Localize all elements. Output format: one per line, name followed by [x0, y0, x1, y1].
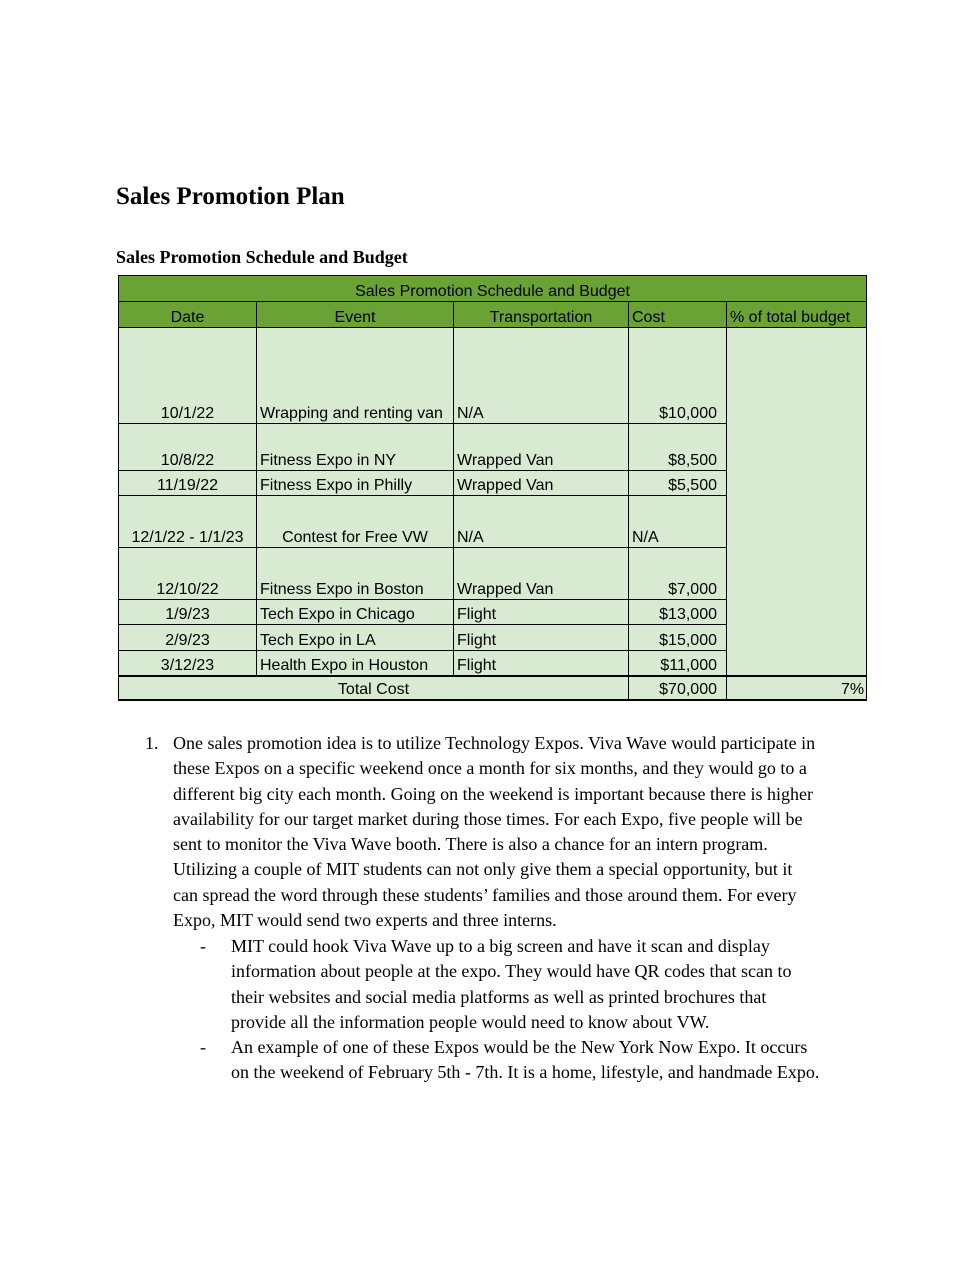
cell-event: Tech Expo in Chicago: [257, 600, 454, 625]
cell-date: 12/1/22 - 1/1/23: [119, 496, 257, 548]
cell-transportation: Wrapped Van: [454, 471, 629, 496]
cell-event: Contest for Free VW: [257, 496, 454, 548]
cell-date: 10/8/22: [119, 424, 257, 471]
text-line: their websites and social media platforms as well as printed brochures that: [231, 986, 767, 1007]
text-line: different big city each month. Going on the weekend is important because there is higher: [173, 783, 813, 804]
text-line: these Expos on a specific weekend once a month for six months, and they would go to a: [173, 758, 807, 779]
column-header-date: Date: [119, 302, 257, 328]
list-number: 1.: [145, 733, 159, 753]
cell-percent-blank: [727, 328, 867, 676]
cell-cost: $13,000: [629, 600, 727, 625]
section-subtitle: Sales Promotion Schedule and Budget: [116, 247, 408, 267]
budget-table: [118, 275, 867, 701]
cell-date: 3/12/23: [119, 651, 257, 676]
text-line: One sales promotion idea is to utilize Technology Expos. Viva Wave would participate in: [173, 733, 816, 753]
cell-date: 11/19/22: [119, 471, 257, 496]
cell-event: Tech Expo in LA: [257, 625, 454, 651]
cell-date: 2/9/23: [119, 625, 257, 651]
cell-event: Fitness Expo in NY: [257, 424, 454, 471]
cell-transportation: Flight: [454, 625, 629, 651]
table-row: [119, 328, 867, 424]
dash-marker: -: [200, 936, 206, 956]
cell-transportation: Wrapped Van: [454, 548, 629, 600]
cell-cost: $15,000: [629, 625, 727, 651]
column-header-event: Event: [257, 302, 454, 328]
text-line: Expo, MIT would send two experts and three interns.: [173, 910, 557, 931]
cell-event: Fitness Expo in Philly: [257, 471, 454, 496]
cell-transportation: N/A: [454, 496, 629, 548]
text-line: An example of one of these Expos would be the New York Now Expo. It occurs: [231, 1037, 808, 1057]
table-title: Sales Promotion Schedule and Budget: [119, 276, 867, 302]
text-line: Utilizing a couple of MIT students can not only give them a special opportunity, but it: [173, 859, 793, 880]
total-cost: $70,000: [629, 676, 727, 700]
text-line: availability for our target market during those times. For each Expo, five people will be: [173, 808, 803, 829]
cell-cost: $7,000: [629, 548, 727, 600]
cell-date: 12/10/22: [119, 548, 257, 600]
list-item-text: [173, 731, 868, 933]
cell-event: Health Expo in Houston: [257, 651, 454, 676]
text-line: on the weekend of February 5th - 7th. It is a home, lifestyle, and handmade Expo.: [231, 1062, 820, 1083]
cell-transportation: N/A: [454, 328, 629, 424]
cell-transportation: Flight: [454, 600, 629, 625]
cell-transportation: Flight: [454, 651, 629, 676]
cell-event: Fitness Expo in Boston: [257, 548, 454, 600]
sub-bullet-text: [231, 934, 869, 1035]
text-line: information about people at the expo. They would have QR codes that scan to: [231, 961, 792, 982]
cell-cost: $5,500: [629, 471, 727, 496]
text-line: MIT could hook Viva Wave up to a big screen and have it scan and display: [231, 936, 770, 956]
text-line: sent to monitor the Viva Wave booth. There is also a chance for an intern program.: [173, 834, 768, 855]
cell-event: Wrapping and renting van: [257, 328, 454, 424]
cell-cost: $11,000: [629, 651, 727, 676]
total-label: Total Cost: [119, 676, 629, 700]
total-percent: 7%: [727, 676, 867, 700]
dash-marker: -: [200, 1037, 206, 1057]
cell-date: 1/9/23: [119, 600, 257, 625]
text-line: provide all the information people would need to know about VW.: [231, 1011, 710, 1032]
cell-cost: $8,500: [629, 424, 727, 471]
budget-table-image: [118, 275, 866, 699]
column-header-transportation: Transportation: [454, 302, 629, 328]
cell-cost: N/A: [629, 496, 727, 548]
total-row: [119, 676, 867, 700]
page-title: Sales Promotion Plan: [116, 183, 345, 210]
sub-bullet-text: [231, 1035, 869, 1086]
cell-date: 10/1/22: [119, 328, 257, 424]
cell-cost: $10,000: [629, 328, 727, 424]
text-line: can spread the word through these students’ families and those around them. For every: [173, 884, 797, 905]
column-header-cost: Cost: [629, 302, 727, 328]
cell-transportation: Wrapped Van: [454, 424, 629, 471]
column-header-percent: % of total budget: [727, 302, 867, 328]
